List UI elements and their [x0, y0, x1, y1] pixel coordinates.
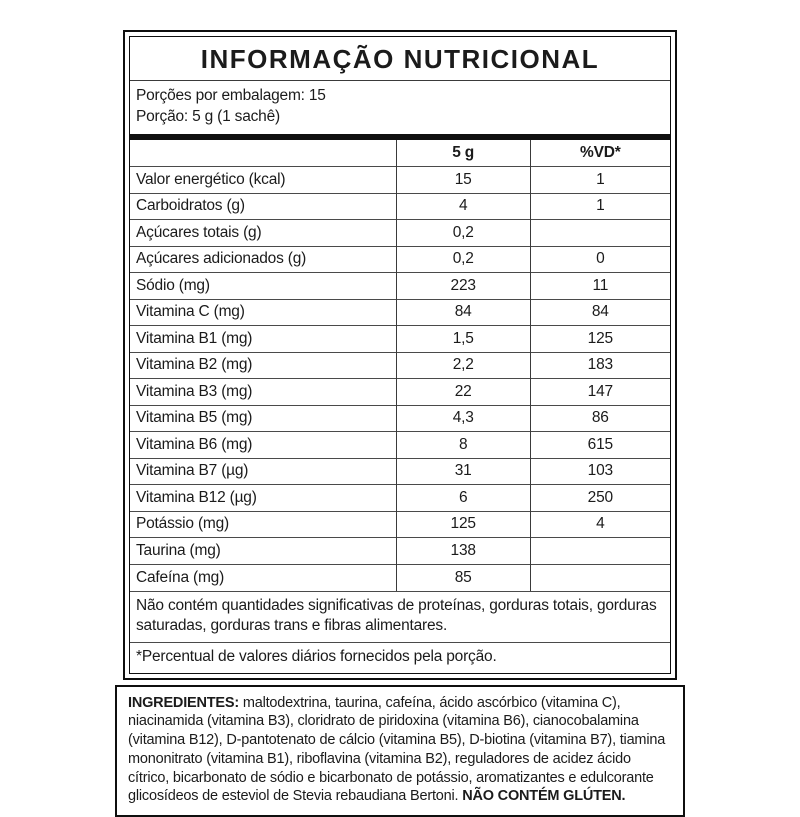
nutrient-row: [130, 405, 670, 432]
nutrient-amount: 125: [396, 511, 530, 538]
nutrient-percent-dv: 1: [530, 167, 670, 194]
nutrient-percent-dv: 615: [530, 432, 670, 459]
nutrient-row: [130, 564, 670, 591]
nutrient-row: [130, 246, 670, 273]
nutrition-facts-inner: [129, 36, 671, 674]
nutrient-percent-dv: 11: [530, 273, 670, 300]
no-significant-amounts-note: Não contém quantidades significativas de proteínas, gorduras totais, gorduras saturadas, gorduras trans e fibras alimentares.: [130, 591, 670, 642]
nutrient-label: Vitamina B3 (mg): [130, 379, 396, 406]
nutrient-percent-dv: 86: [530, 405, 670, 432]
nutrient-row: [130, 326, 670, 353]
nutrient-amount: 4,3: [396, 405, 530, 432]
nutrient-amount: 2,2: [396, 352, 530, 379]
nutrient-row: [130, 220, 670, 247]
nutrient-label: Vitamina B2 (mg): [130, 352, 396, 379]
nutrient-amount: 0,2: [396, 246, 530, 273]
nutrient-label: Vitamina C (mg): [130, 299, 396, 326]
nutrient-label: Potássio (mg): [130, 511, 396, 538]
nutrient-amount: 85: [396, 564, 530, 591]
nutrient-percent-dv: [530, 220, 670, 247]
nutrient-label: Vitamina B1 (mg): [130, 326, 396, 353]
nutrient-amount: 31: [396, 458, 530, 485]
nutrient-row: [130, 432, 670, 459]
nutrient-amount: 84: [396, 299, 530, 326]
nutrient-percent-dv: 147: [530, 379, 670, 406]
nutrient-percent-dv: 250: [530, 485, 670, 512]
nutrient-percent-dv: 125: [530, 326, 670, 353]
ingredients-heading: INGREDIENTES:: [128, 695, 239, 711]
nutrient-amount: 22: [396, 379, 530, 406]
nutrient-label: Açúcares totais (g): [130, 220, 396, 247]
table-header-row: [130, 140, 670, 167]
daily-values-footnote: *Percentual de valores diários fornecidos pela porção.: [130, 642, 670, 673]
gluten-free-statement: NÃO CONTÉM GLÚTEN.: [462, 788, 625, 804]
panel-title: INFORMAÇÃO NUTRICIONAL: [130, 37, 670, 80]
nutrient-label: Vitamina B5 (mg): [130, 405, 396, 432]
nutrient-amount: 15: [396, 167, 530, 194]
serving-info: [130, 81, 670, 134]
nutrient-label: Açúcares adicionados (g): [130, 246, 396, 273]
nutrient-amount: 4: [396, 193, 530, 220]
portion-size: Porção: 5 g (1 sachê): [136, 107, 664, 128]
nutrient-row: [130, 193, 670, 220]
nutrient-percent-dv: 1: [530, 193, 670, 220]
nutrient-amount: 6: [396, 485, 530, 512]
nutrition-facts-panel: [123, 30, 677, 680]
nutrient-row: [130, 538, 670, 565]
nutrient-amount: 0,2: [396, 220, 530, 247]
ingredients-paragraph: [128, 694, 672, 807]
header-blank: [130, 140, 396, 167]
nutrient-row: [130, 299, 670, 326]
ingredients-panel: [115, 685, 685, 817]
nutrient-percent-dv: 183: [530, 352, 670, 379]
nutrient-label: Taurina (mg): [130, 538, 396, 565]
nutrient-label: Carboidratos (g): [130, 193, 396, 220]
nutrient-amount: 138: [396, 538, 530, 565]
nutrient-row: [130, 511, 670, 538]
nutrient-label: Vitamina B7 (µg): [130, 458, 396, 485]
nutrient-percent-dv: 103: [530, 458, 670, 485]
nutrient-row: [130, 352, 670, 379]
nutrition-table: [130, 140, 670, 591]
nutrient-percent-dv: [530, 538, 670, 565]
nutrient-label: Valor energético (kcal): [130, 167, 396, 194]
header-amount-per-portion: 5 g: [396, 140, 530, 167]
nutrient-row: [130, 458, 670, 485]
nutrient-amount: 1,5: [396, 326, 530, 353]
header-percent-dv: %VD*: [530, 140, 670, 167]
nutrient-label: Cafeína (mg): [130, 564, 396, 591]
nutrient-label: Vitamina B6 (mg): [130, 432, 396, 459]
nutrient-label: Sódio (mg): [130, 273, 396, 300]
nutrient-row: [130, 485, 670, 512]
nutrient-label: Vitamina B12 (µg): [130, 485, 396, 512]
nutrient-percent-dv: 4: [530, 511, 670, 538]
nutrient-amount: 223: [396, 273, 530, 300]
nutrient-row: [130, 379, 670, 406]
nutrition-table-body: [130, 167, 670, 591]
ingredients-text: maltodextrina, taurina, cafeína, ácido ascórbico (vitamina C), niacinamida (vitamina B3), cloridrato de piridoxina (vitamina B6), cianocobalamina (vitamina B12), D-pantotenato de cálcio (vitamina B5), D-biotina (vitamina B7), tiamina mononitrato (vitamina B1), riboflavina (vitamina B2), reguladores de acidez ácido cítrico, bicarbonato de sódio e bicarbonato de potássio, aromatizantes e edulcorante glicosídeos de esteviol de Stevia rebaudiana Bertoni.: [128, 695, 665, 805]
servings-per-package: Porções por embalagem: 15: [136, 86, 664, 107]
nutrient-row: [130, 167, 670, 194]
nutrient-percent-dv: [530, 564, 670, 591]
nutrient-percent-dv: 84: [530, 299, 670, 326]
nutrient-row: [130, 273, 670, 300]
nutrient-amount: 8: [396, 432, 530, 459]
nutrient-percent-dv: 0: [530, 246, 670, 273]
